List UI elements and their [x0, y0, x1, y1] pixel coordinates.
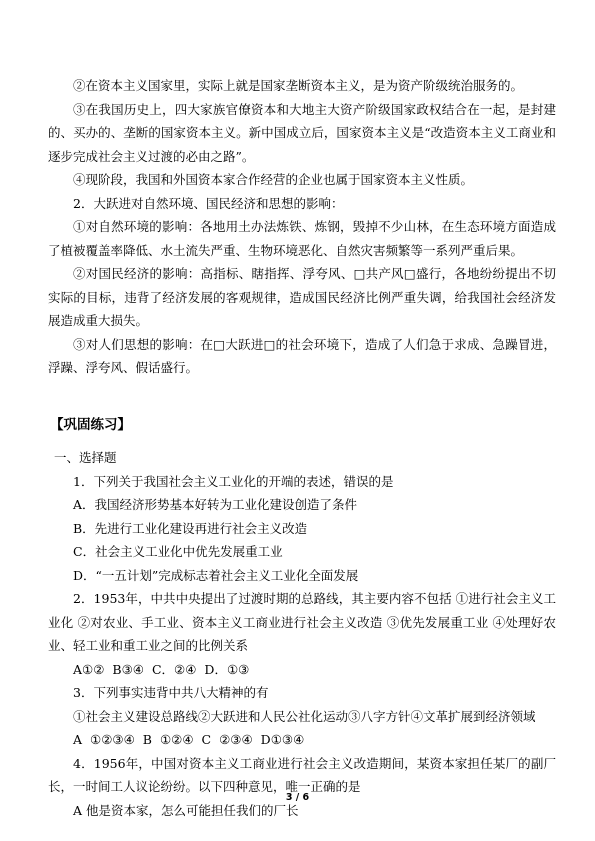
question-2-options: A①② B③④ C．②④ D．①③: [73, 661, 250, 677]
page-content: [48, 74, 556, 822]
paragraph-economy-impact: ②对国民经济的影响：高指标、瞎指挥、浮夸风、□共产风□盛行，各地纷纷提出不切实际的目标，违背了经济发展的客观规律，造成国民经济比例严重失调，给我国社会经济发展造成重大损失。: [48, 266, 556, 328]
question-1-stem: 1．下列关于我国社会主义工业化的开端的表述，错误的是: [73, 473, 394, 489]
question-4-stem: 4．1956年，中国对资本主义工商业进行社会主义改造期间，某资本家担任某厂的副厂长，一时间工人议论纷纷。以下四种意见，唯一正确的是: [48, 755, 556, 794]
paragraph-thought-impact: ③对人们思想的影响：在□大跃进□的社会环境下，造成了人们急于求成、急躁冒进，浮躁、浮夸风、假话盛行。: [48, 336, 556, 375]
section-spacer: [48, 380, 556, 414]
paragraph-environment-impact: ①对自然环境的影响：各地用土办法炼铁、炼钢，毁掉不少山林，在生态环境方面造成了植被覆盖率降低、水土流失严重、生物环境恶化、自然灾害频繁等一系列严重后果。: [48, 219, 556, 258]
question-3-items: ①社会主义建设总路线②大跃进和人民公社化运动③八字方针④文革扩展到经济领域: [73, 708, 536, 724]
question-2-stem: 2．1953年，中共中央提出了过渡时期的总路线，其主要内容不包括 ①进行社会主义工业化 ②对农业、手工业、资本主义工商业进行社会主义改造 ③优先发展重工业 ④处理好农业、轻工业和重工业之间的比例关系: [48, 591, 556, 653]
question-4-option-a: A 他是资本家，怎么可能担任我们的厂长: [73, 802, 299, 818]
question-3-options: A ①②③④ B ①②④ C ②③④ D①③④: [73, 732, 305, 747]
exercise-title: 【巩固练习】: [50, 416, 131, 433]
section-heading-multiple-choice: 一、选择题: [54, 450, 117, 465]
question-3-stem: 3．下列事实违背中共八大精神的有: [73, 685, 269, 700]
paragraph-current-stage: ④现阶段，我国和外国资本家合作经营的企业也属于国家资本主义性质。: [73, 172, 474, 187]
heading-great-leap-impact: 2．大跃进对自然环境、国民经济和思想的影响：: [73, 195, 344, 211]
paragraph-china-history: ③在我国历史上，四大家族官僚资本和大地主大资产阶级国家政权结合在一起，是封建的、买办的、垄断的国家资本主义。新中国成立后，国家资本主义是“改造资本主义工商业和逐步完成社会主义过渡的必由之路”。: [48, 101, 556, 164]
question-1-option-a: A．我国经济形势基本好转为工业化建设创造了条件: [73, 497, 358, 512]
question-1-option-d: D．“一五计划”完成标志着社会主义工业化全面发展: [73, 567, 359, 583]
question-1-option-b: B．先进行工业化建设再进行社会主义改造: [73, 520, 308, 536]
question-1-option-c: C．社会主义工业化中优先发展重工业: [73, 544, 283, 559]
paragraph-capitalist-countries: ②在资本主义国家里，实际上就是国家垄断资本主义，是为资产阶级统治服务的。: [73, 78, 524, 93]
page-number: 3 / 6: [285, 792, 310, 803]
